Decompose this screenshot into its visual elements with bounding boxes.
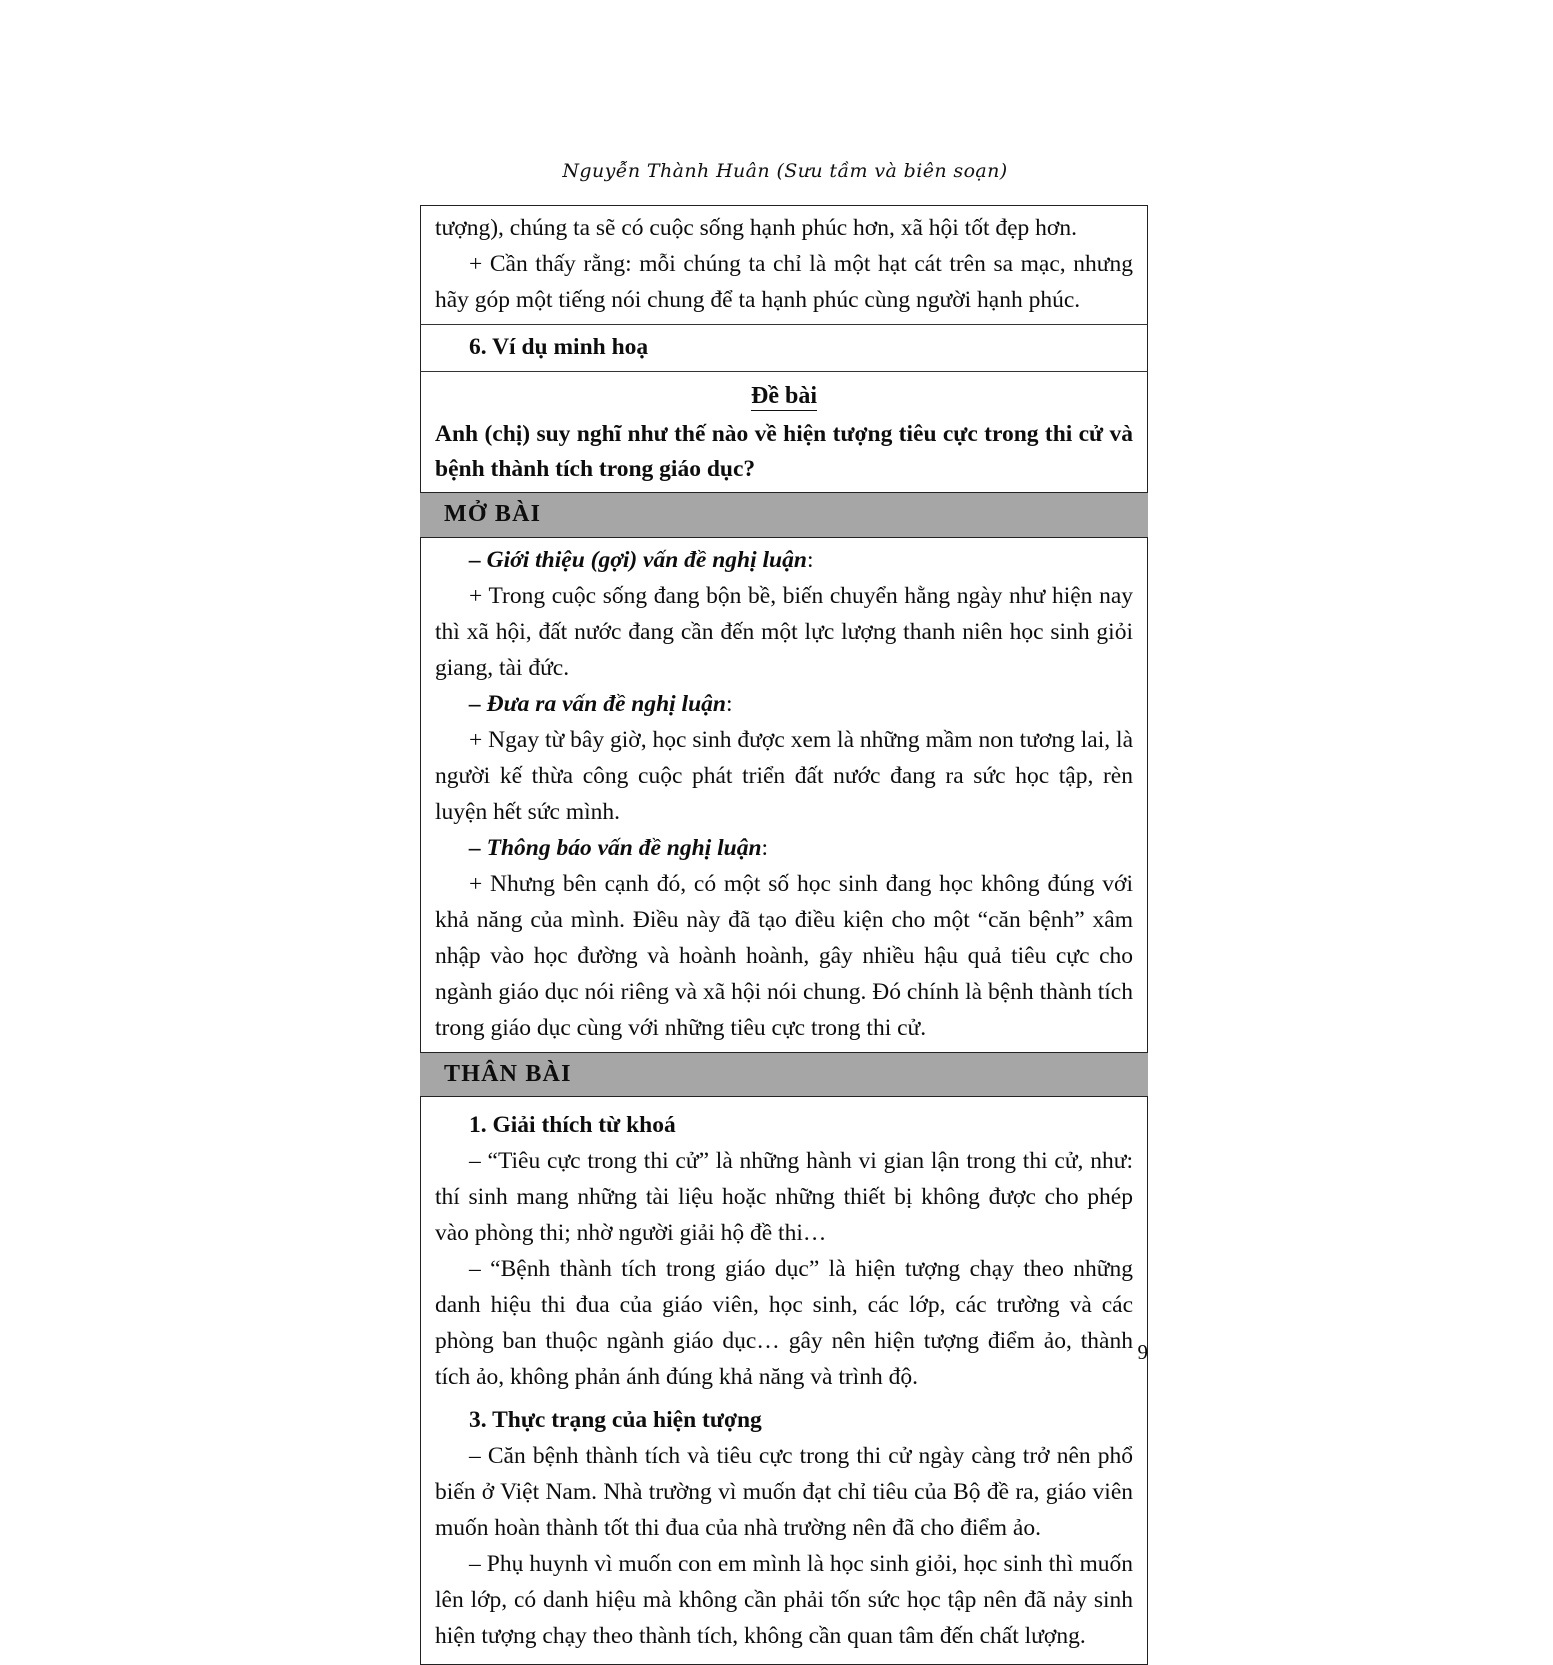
running-head: Nguyễn Thành Huân (Sưu tầm và biên soạn): [562, 160, 1008, 182]
heading6-block: [420, 325, 1148, 371]
mb-item-2-label: – Đưa ra vấn đề nghị luận: [469, 690, 726, 717]
tb-paragraph-3: – Căn bệnh thành tích và tiêu cực trong thi cử ngày càng trở nên phổ biến ở Việt Nam. Nhà trường vì muốn đạt chỉ tiêu của Bộ đề ra, giáo viên muốn hoàn thành tốt thi đua của nhà trường nên đã cho điểm ảo.: [435, 1442, 1133, 1541]
paragraph-top: tượng), chúng ta sẽ có cuộc sống hạnh phúc hơn, xã hội tốt đẹp hơn.: [435, 215, 1077, 241]
mb-item-3-label: – Thông báo vấn đề nghị luận: [469, 834, 762, 861]
de-bai-block: [420, 372, 1148, 493]
page-number: 9: [1137, 1340, 1148, 1364]
bottom-rule: [420, 1664, 1148, 1665]
heading-6: 6. Ví dụ minh hoạ: [469, 333, 649, 360]
tb-paragraph-2: – “Bệnh thành tích trong giáo dục” là hiện tượng chạy theo những danh hiệu thi đua của giáo viên, học sinh, các lớp, các trường và các phòng ban thuộc ngành giáo dục… gây nên hiện tượng điểm ảo, thành tích ảo, không phản ánh đúng khả năng và trình độ.: [435, 1256, 1133, 1390]
mb-item-2-colon: :: [725, 690, 733, 717]
mb-item-1-colon: :: [806, 547, 814, 574]
mb-item-3-text: + Nhưng bên cạnh đó, có một số học sinh đang học không đúng với khả năng của mình. Điều này đã tạo điều kiện cho một “căn bệnh” xâm nhập vào học đường và hoành hoành, gây nhiều hậu quả tiêu cực cho ngành giáo dục nói riêng và xã hội nói chung. Đó chính là bệnh thành tích trong giáo dục cùng với những tiêu cực trong thi cử.: [435, 870, 1133, 1041]
paragraph-plus-1: + Cần thấy rằng: mỗi chúng ta chỉ là một hạt cát trên sa mạc, nhưng hãy góp một tiếng nói chung để ta hạnh phúc cùng người hạnh phúc.: [435, 250, 1133, 313]
tb-paragraph-1: – “Tiêu cực trong thi cử” là những hành vi gian lận trong thi cử, như: thí sinh mang những tài liệu hoặc những thiết bị không được cho phép vào phòng thi; nhờ người giải hộ đề thi…: [435, 1148, 1133, 1247]
de-bai-label: [421, 372, 1147, 417]
tb-heading-1: 1. Giải thích từ khoá: [469, 1112, 676, 1139]
mo-bai-block: [420, 538, 1148, 1051]
section-band-mo-bai: MỞ BÀI: [420, 492, 1148, 538]
section-band-than-bai: THÂN BÀI: [420, 1052, 1148, 1098]
mb-item-3-label-line: [421, 831, 1147, 867]
de-bai-label-text: Đề bài: [751, 382, 817, 409]
mb-item-1-text: + Trong cuộc sống đang bộn bề, biến chuyển hằng ngày như hiện nay thì xã hội, đất nước đang cần đến một lực lượng thanh niên học sinh giỏi giang, tài đức.: [435, 583, 1133, 682]
tb-paragraph-4: – Phụ huynh vì muốn con em mình là học sinh giỏi, học sinh thì muốn lên lớp, có danh hiệu mà không cần phải tốn sức học tập nên đã nảy sinh hiện tượng chạy theo thành tích, không cần quan tâm đến chất lượng.: [435, 1550, 1133, 1649]
tb-heading-2: 3. Thực trạng của hiện tượng: [469, 1406, 762, 1433]
mb-item-3-colon: :: [761, 834, 769, 861]
intro-block: [420, 206, 1148, 324]
de-bai-text: Anh (chị) suy nghĩ như thế nào về hiện tượng tiêu cực trong thi cử và bệnh thành tích trong giáo dục?: [435, 420, 1133, 483]
mb-item-2-label-line: [421, 687, 1147, 723]
mb-item-1-label-line: [421, 543, 1147, 579]
than-bai-block: [420, 1097, 1148, 1663]
page-content: [420, 205, 1148, 1665]
mb-item-2-text: + Ngay từ bây giờ, học sinh được xem là những mầm non tương lai, là người kế thừa công cuộc phát triển đất nước đang ra sức học tập, rèn luyện hết sức mình.: [435, 726, 1133, 825]
mb-item-1-label: – Giới thiệu (gợi) vấn đề nghị luận: [469, 547, 807, 574]
